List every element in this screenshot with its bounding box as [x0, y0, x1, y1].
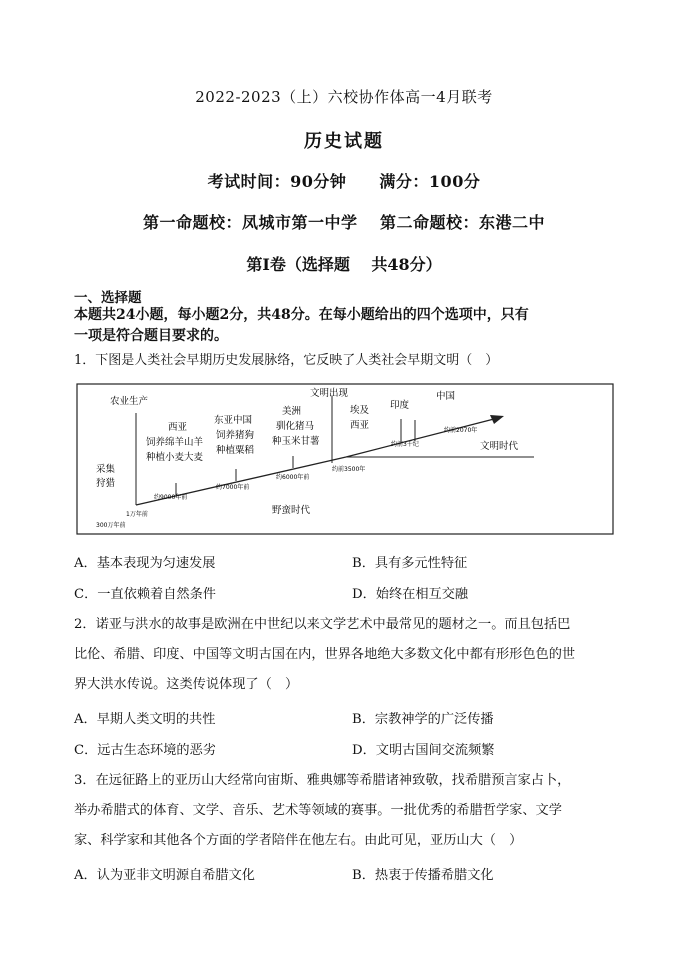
label-westasia-animals: 饲养绵羊山羊 [146, 437, 204, 448]
section-title: 一、选择题 [74, 290, 142, 306]
label-agriculture: 农业生产 [110, 396, 149, 407]
label-westasia-crops: 种植小麦大麦 [146, 452, 204, 463]
q2-option-a: A．早期人类文明的共性 [74, 712, 216, 727]
q1-option-a: A．基本表现为匀速发展 [74, 556, 216, 571]
q1-option-c: C．一直依赖着自然条件 [74, 587, 216, 602]
q3-line3: 家、科学家和其他各个方面的学者陪伴在他左右。由此可见，亚历山大（ ） [74, 833, 523, 848]
date-2070: 约前2070年 [444, 427, 478, 434]
section-intro-line1: 本题共24小题，每小题2分，共48分。在每小题给出的四个选项中，只有 [74, 307, 529, 323]
q2-stem [74, 610, 614, 700]
label-china: 中国 [436, 391, 456, 402]
q2-line3: 界大洪水传说。这类传说体现了（ ） [74, 677, 299, 692]
exam-time-score: 考试时间：90分钟 满分：100分 [207, 172, 481, 191]
label-eastasia-crops: 种植粟稻 [216, 445, 255, 456]
label-civilization-era: 文明时代 [480, 441, 519, 452]
label-civilization-appears: 文明出现 [310, 388, 349, 399]
q2-line2: 比伦、希腊、印度、中国等文明古国在内，世界各地绝大多数文化中都有形形色色的世 [74, 647, 576, 662]
exam-title: 2022-2023（上）六校协作体高一4月联考 [195, 88, 493, 106]
label-barbaric-era: 野蛮时代 [272, 505, 311, 516]
date-10000: 1万年前 [126, 511, 148, 518]
q1-stem: 1．下图是人类社会早期历史发展脉络，它反映了人类社会早期文明（ ） [74, 353, 499, 368]
section-intro [74, 305, 614, 347]
q3-option-b: B．热衷于传播希腊文化 [352, 868, 494, 883]
q2-option-c: C．远古生态环境的恶劣 [74, 743, 216, 758]
date-3000: 约前3千纪 [391, 441, 419, 448]
q1-option-b: B．具有多元性特征 [352, 556, 468, 571]
label-americas: 美洲 [282, 406, 302, 417]
proposing-schools: 第一命题校：凤城市第一中学 第二命题校：东港二中 [142, 213, 546, 232]
label-eastasia: 东亚中国 [214, 415, 253, 426]
q3-stem [74, 766, 614, 856]
date-9000: 约9000年前 [154, 494, 188, 501]
timeline-diagram [76, 383, 614, 535]
volume-title: 第Ⅰ卷（选择题 共48分） [246, 255, 442, 274]
date-6000: 约6000年前 [276, 474, 310, 481]
label-westasia-civ: 西亚 [350, 420, 370, 431]
q3-line2: 举办希腊式的体育、文学、音乐、艺术等领域的赛事。一批优秀的希腊哲学家、文学 [74, 803, 562, 818]
label-westasia: 西亚 [168, 422, 188, 433]
q2-option-d: D．文明古国间交流频繁 [352, 743, 495, 758]
q2-line1: 2．诺亚与洪水的故事是欧洲在中世纪以来文学艺术中最常见的题材之一。而且包括巴 [74, 617, 571, 632]
label-eastasia-animals: 饲养猪狗 [216, 430, 255, 441]
q1-option-d: D．始终在相互交融 [352, 587, 469, 602]
date-3500: 约前3500年 [332, 466, 366, 473]
label-americas-crops: 种玉米甘薯 [272, 436, 320, 447]
q2-option-b: B．宗教神学的广泛传播 [352, 712, 494, 727]
label-hunting: 狩猎 [96, 478, 116, 489]
section-intro-line2: 一项是符合题目要求的。 [74, 328, 228, 344]
date-7000: 约7000年前 [216, 484, 250, 491]
date-3million: 300万年前 [96, 522, 126, 529]
subject-title: 历史试题 [304, 131, 384, 152]
label-india: 印度 [390, 400, 410, 411]
label-egypt: 埃及 [350, 405, 370, 416]
label-americas-animals: 驯化猪马 [276, 421, 315, 432]
label-gathering: 采集 [96, 464, 116, 475]
q3-option-a: A．认为亚非文明源自希腊文化 [74, 868, 255, 883]
q3-line1: 3．在远征路上的亚历山大经常向宙斯、雅典娜等希腊诸神致敬，找希腊预言家占卜， [74, 773, 571, 788]
